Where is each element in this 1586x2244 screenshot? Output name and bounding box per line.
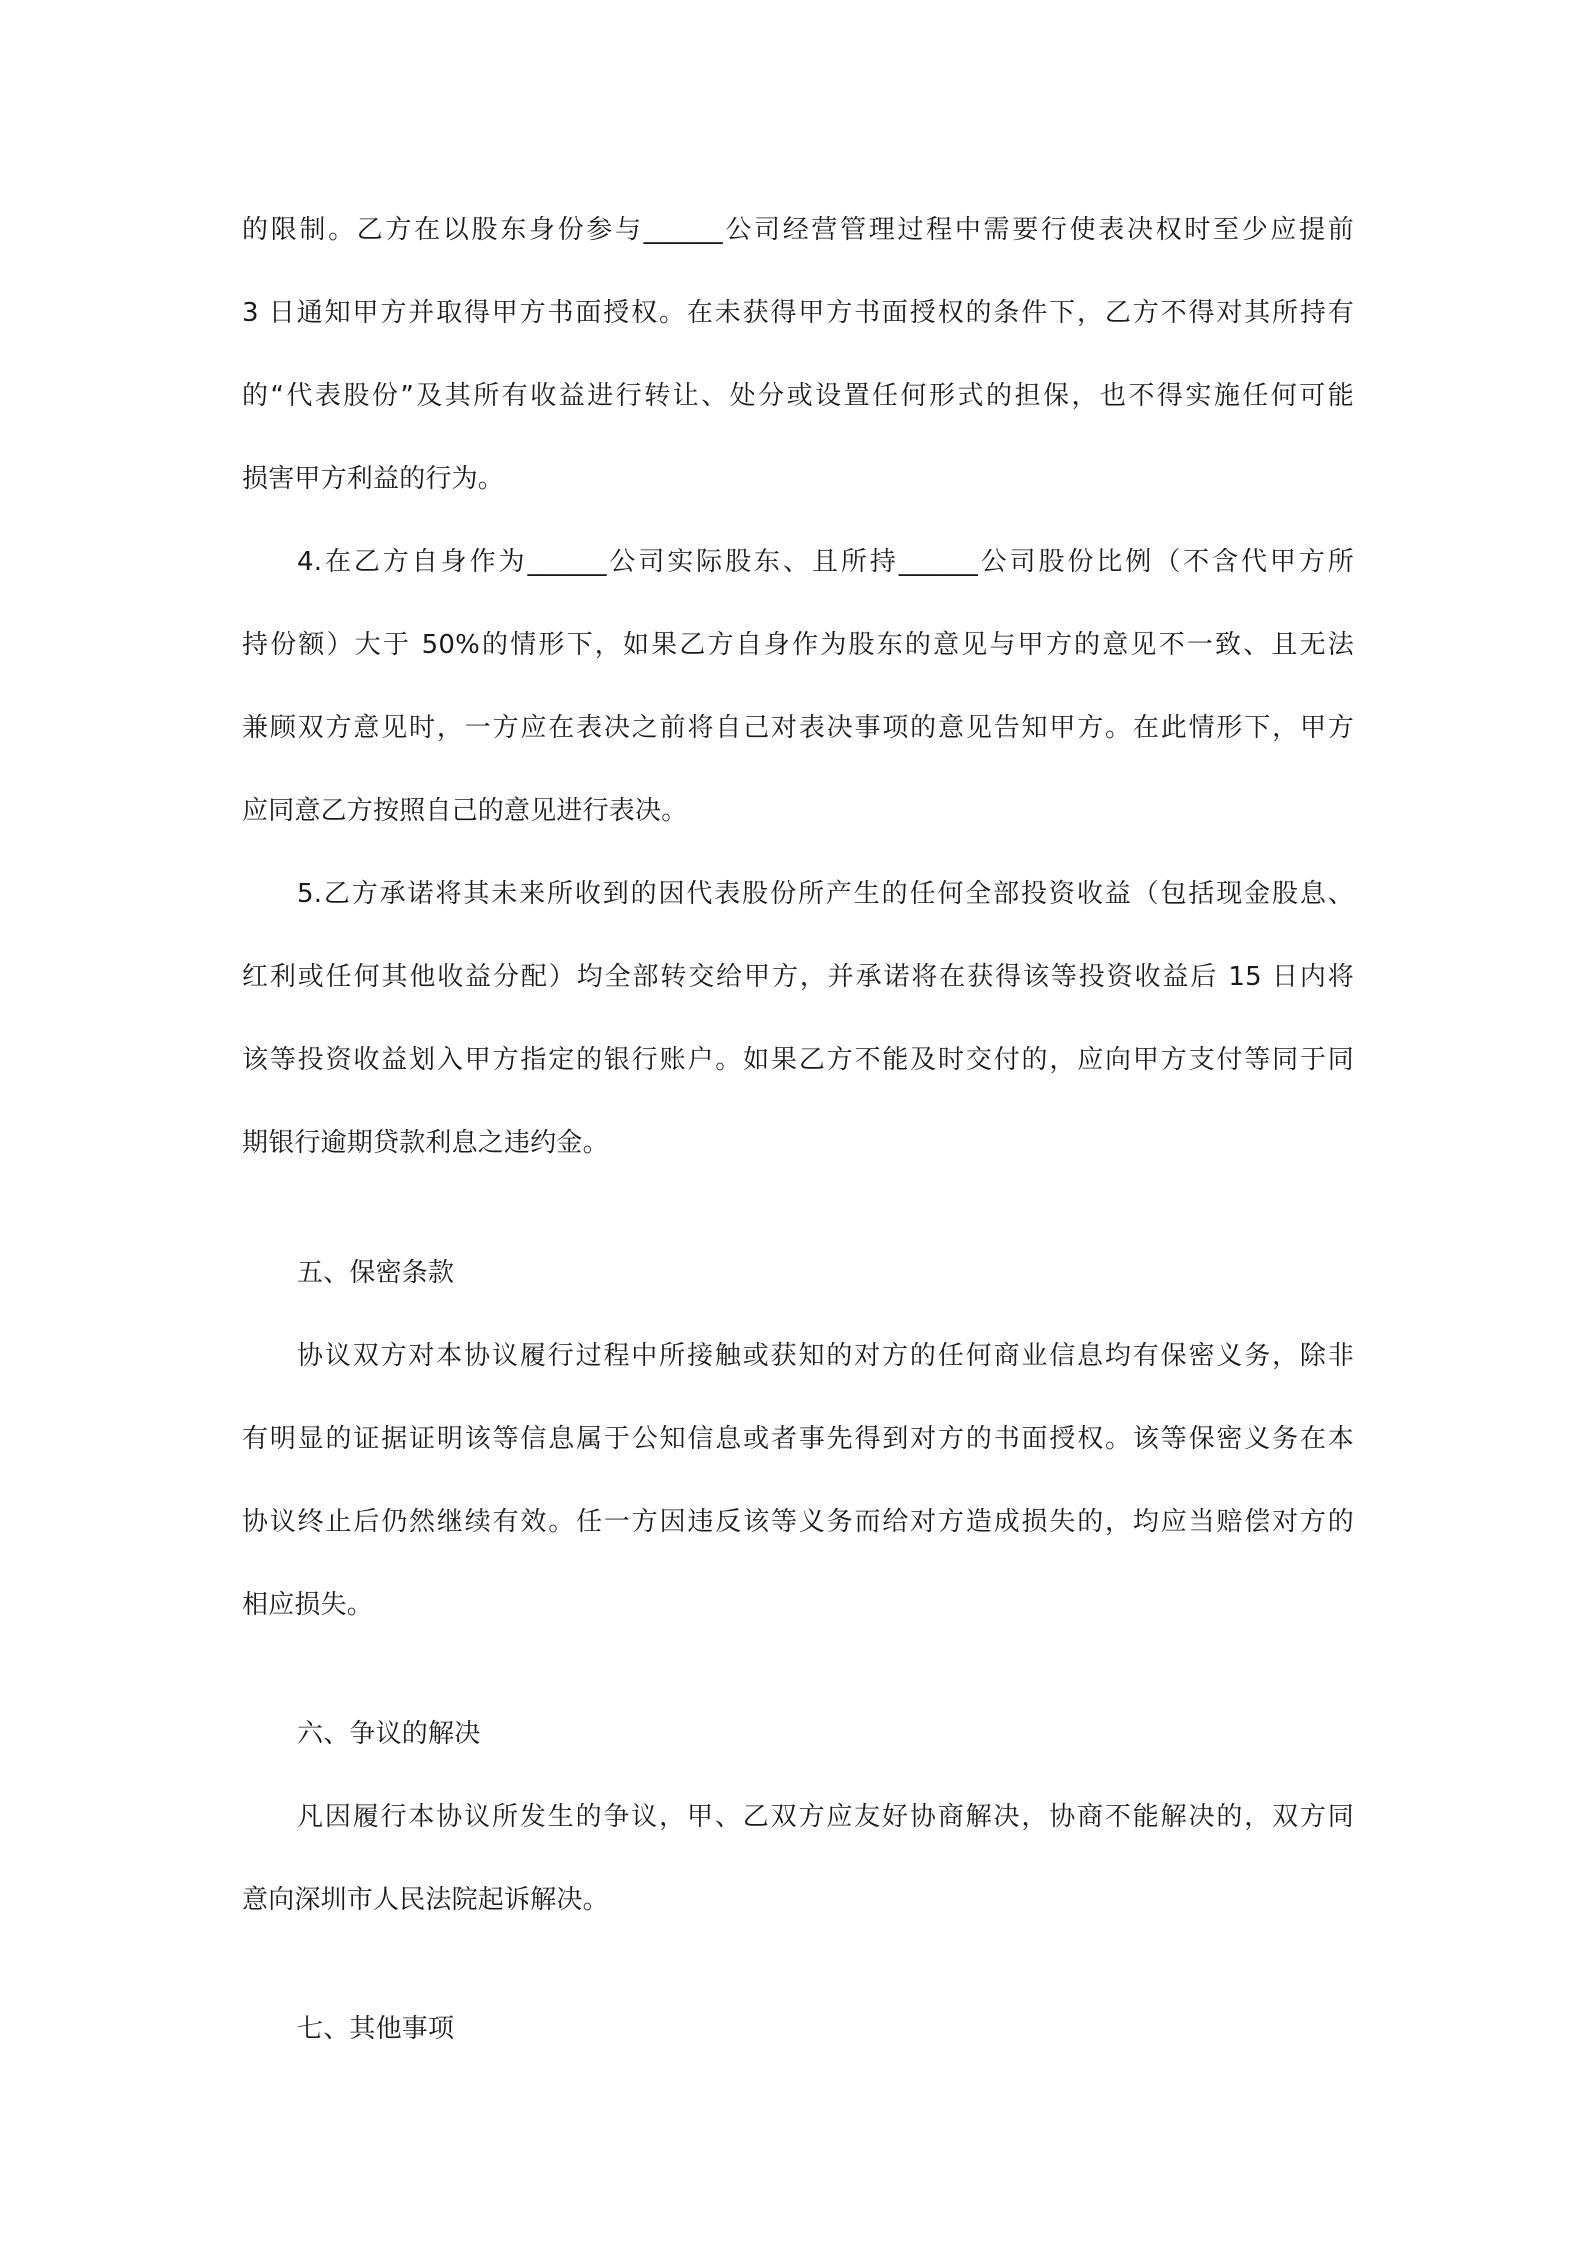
section-6-line: 意向深圳市人民法院起诉解决。 [242,1885,609,1915]
clause-4-line: 兼顾双方意见时，一方应在表决之前将自己对表决事项的意见告知甲方。在此情形下，甲方 [242,713,1354,743]
clause-5-line: 5.乙方承诺将其未来所收到的因代表股份所产生的任何全部投资收益（包括现金股息、 [297,879,1354,909]
section-6-title: 六、争议的解决 [297,1719,481,1749]
section-5-line: 有明显的证据证明该等信息属于公知信息或者事先得到对方的书面授权。该等保密义务在本 [242,1424,1354,1454]
clause-4-line: 4.在乙方自身作为______公司实际股东、且所持______公司股份比例（不含代甲方所 [297,547,1354,577]
section-5-line: 协议双方对本协议履行过程中所接触或获知的对方的任何商业信息均有保密义务，除非 [297,1341,1354,1371]
section-6-line: 凡因履行本协议所发生的争议，甲、乙双方应友好协商解决，协商不能解决的，双方同 [297,1802,1354,1832]
section-5-line: 相应损失。 [242,1590,374,1620]
section-5-line: 协议终止后仍然继续有效。任一方因违反该等义务而给对方造成损失的，均应当赔偿对方的 [242,1507,1354,1537]
clause-4-line: 应同意乙方按照自己的意见进行表决。 [242,796,688,826]
clause-5-line: 期银行逾期贷款利息之违约金。 [242,1128,609,1158]
section-7-title: 七、其他事项 [297,2014,455,2044]
paragraph-line: 损害甲方利益的行为。 [242,464,505,494]
paragraph-line: 的限制。乙方在以股东身份参与______公司经营管理过程中需要行使表决权时至少应提前 [242,215,1354,245]
section-5-title: 五、保密条款 [297,1258,455,1288]
paragraph-line: 的“代表股份”及其所有收益进行转让、处分或设置任何形式的担保，也不得实施任何可能 [242,381,1354,411]
clause-4-line: 持份额）大于 50%的情形下，如果乙方自身作为股东的意见与甲方的意见不一致、且无法 [242,630,1354,660]
clause-5-line: 该等投资收益划入甲方指定的银行账户。如果乙方不能及时交付的，应向甲方支付等同于同 [242,1045,1354,1075]
clause-5-line: 红利或任何其他收益分配）均全部转交给甲方，并承诺将在获得该等投资收益后 15 日内将 [242,962,1354,992]
paragraph-line: 3 日通知甲方并取得甲方书面授权。在未获得甲方书面授权的条件下，乙方不得对其所持有 [242,298,1354,328]
